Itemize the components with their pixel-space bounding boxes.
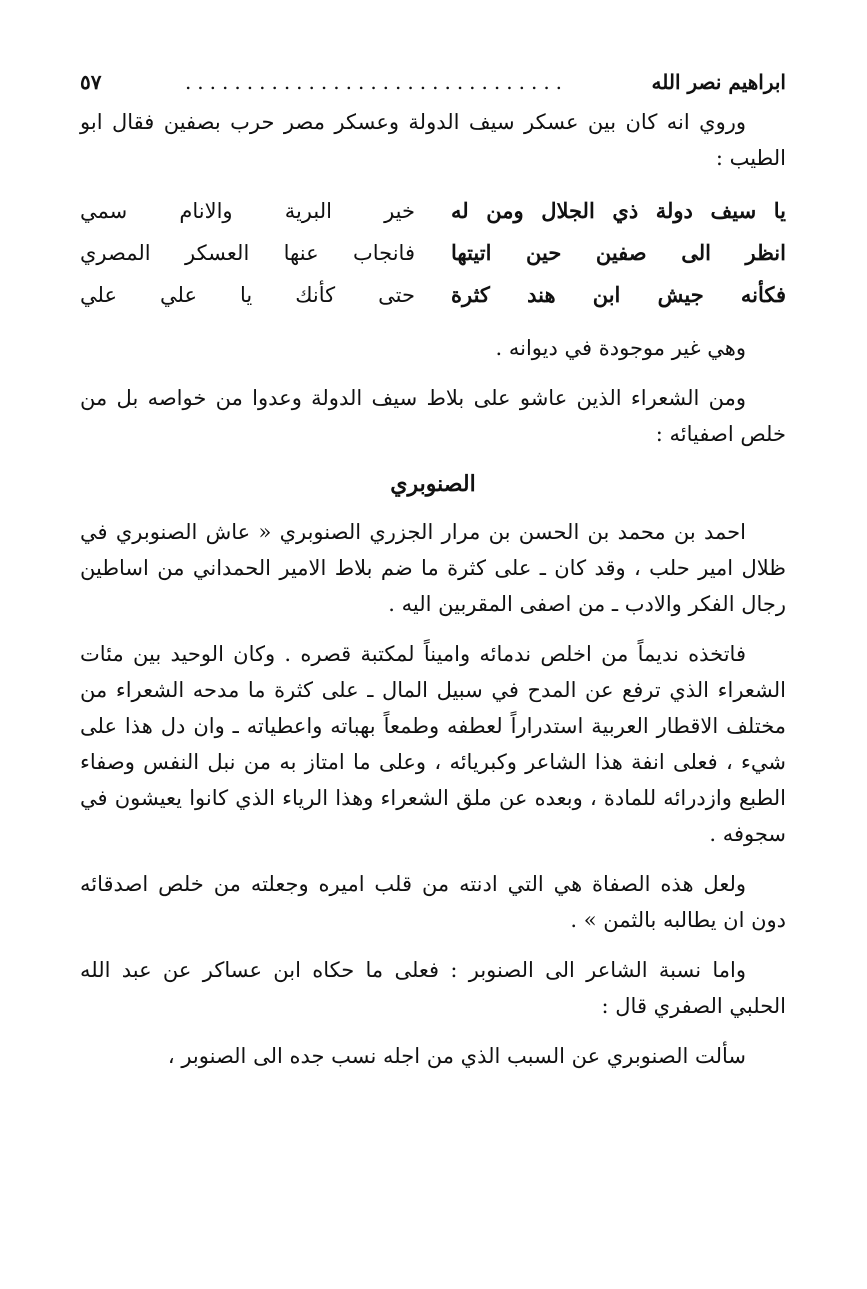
paragraph-poets: ومن الشعراء الذين عاشو على بلاط سيف الدولة وعدوا من خواصه بل من خلص اصفيائه : xyxy=(80,386,786,446)
document-page xyxy=(80,64,786,1088)
verse-first-hemistich: فكأنه جيش ابن هند كثرة xyxy=(451,282,786,307)
poem-verse xyxy=(80,232,786,274)
paragraph-closeness: ولعل هذه الصفاة هي التي ادنته من قلب اميره وجعلته من خلص اصدقائه دون ان يطالبه بالثمن » . xyxy=(80,872,786,932)
paragraph-intro: وروي انه كان بين عسكر سيف الدولة وعسكر مصر حرب بصفين فقال ابو الطيب : xyxy=(80,110,786,170)
poem xyxy=(80,190,786,316)
running-head-author: ابراهيم نصر الله xyxy=(651,70,786,94)
verse-second-hemistich: حتى كأنك يا علي علي xyxy=(80,283,415,307)
page-number: ٥٧ xyxy=(80,70,102,94)
paragraph-note: وهي غير موجودة في ديوانه . xyxy=(495,336,746,360)
poem-verse xyxy=(80,190,786,232)
section-title: الصنوبري xyxy=(390,471,476,497)
poem-verse xyxy=(80,274,786,316)
paragraph-question: سألت الصنوبري عن السبب الذي من اجله نسب جده الى الصنوبر ، xyxy=(167,1044,746,1068)
verse-second-hemistich: خير البرية والانام سمي xyxy=(80,199,415,223)
paragraph-biography: احمد بن محمد بن الحسن بن مرار الجزري الصنوبري « عاش الصنوبري في ظلال امير حلب ، وقد كان ـ على كثرة ما ضم بلاط الامير الحمداني من اساطين رجال الفكر والادب ـ من اصفى المقربين اليه . xyxy=(80,520,786,616)
leader-dots: ............................... xyxy=(184,70,569,94)
paragraph-lineage: واما نسبة الشاعر الى الصنوبر : فعلى ما حكاه ابن عساكر عن عبد الله الحلبي الصفري قال : xyxy=(80,958,786,1018)
paragraph-companion: فاتخذه نديماً من اخلص ندمائه واميناً لمكتبة قصره . وكان الوحيد بين مئات الشعراء الذي ترفع عن المدح في سبيل المال ـ على كثرة ما مدحه الشعراء من مختلف الاقطار العربية استدراراً لعطفه وطمعاً بهباته واعطياته ـ وان دل هذا على شيء ، فعلى انفة هذا الشاعر وكبريائه ، وعلى ما امتاز به من نبل النفس وصفاء الطبع وازدرائه للمادة ، وبعده عن ملق الشعراء وهذا الرياء الذي كانوا يعيشون في سجوفه . xyxy=(80,642,786,846)
verse-second-hemistich: فانجاب عنها العسكر المصري xyxy=(80,241,415,265)
verse-first-hemistich: انظر الى صفين حين اتيتها xyxy=(451,240,786,265)
running-header xyxy=(80,64,786,100)
verse-first-hemistich: يا سيف دولة ذي الجلال ومن له xyxy=(451,198,786,223)
